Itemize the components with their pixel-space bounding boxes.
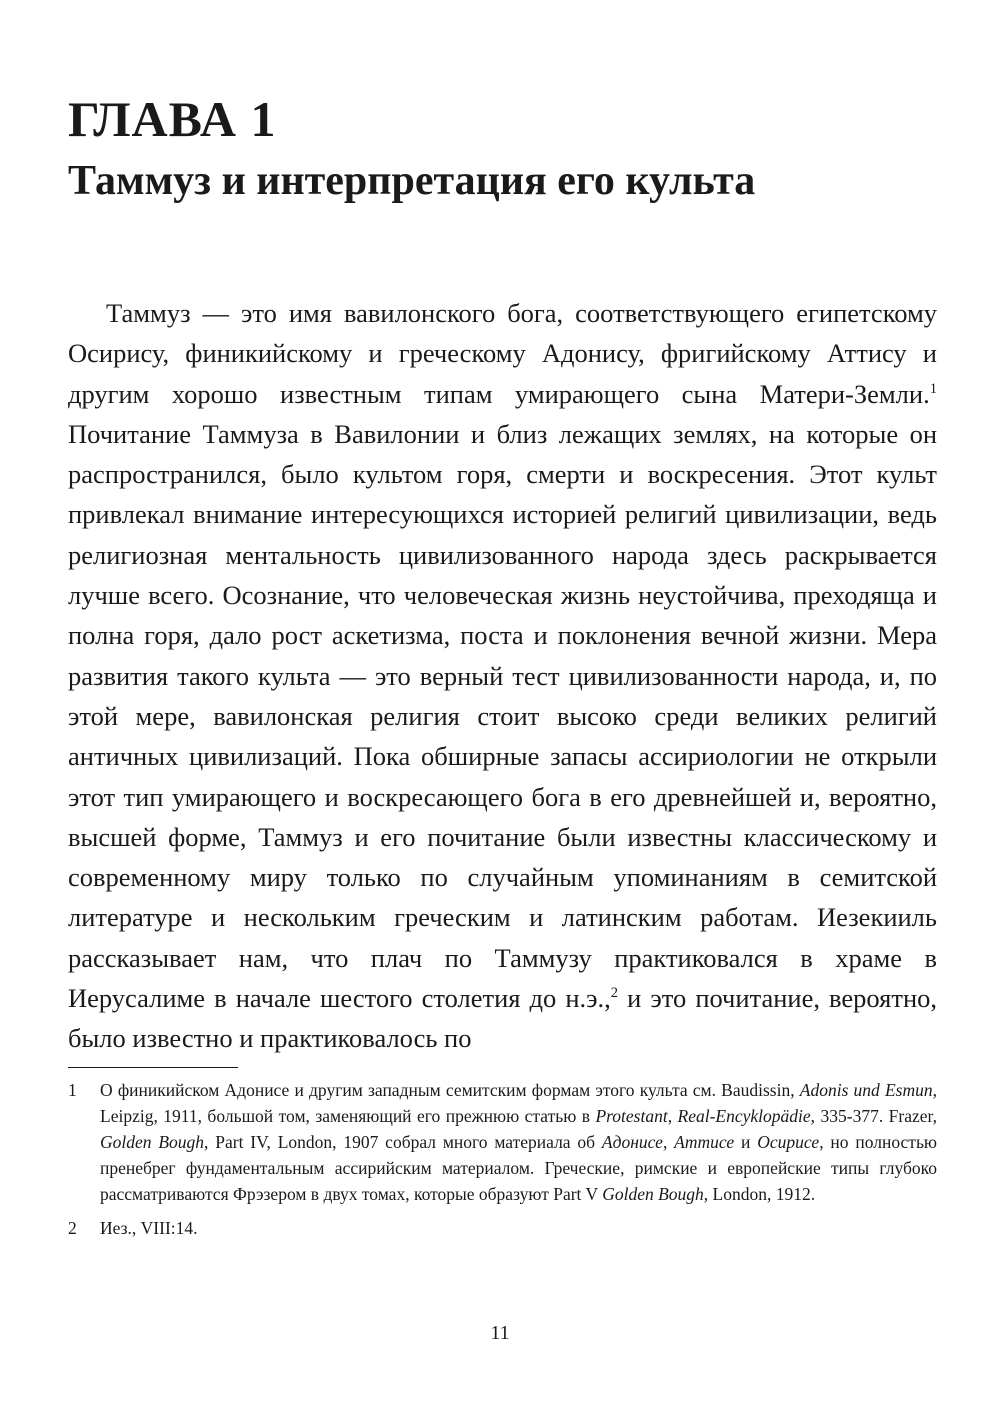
footnote-text: Иез., VIII:14. <box>100 1218 198 1238</box>
footnote-text-segment: , <box>667 1106 678 1126</box>
footnote-text-segment: , <box>662 1132 675 1152</box>
footnote-italic-segment: Protestant <box>595 1106 668 1126</box>
chapter-title: Таммуз и интерпретация его культа <box>68 158 756 204</box>
footnote-italic-segment: Адонисе <box>601 1132 663 1152</box>
chapter-number: ГЛАВА 1 <box>68 91 277 147</box>
footnote-ref-1: 1 <box>929 380 937 397</box>
footnote-italic-segment: Аттисе <box>674 1132 735 1152</box>
footnote-2 <box>68 1215 937 1241</box>
footnote-text-segment: , London, 1912. <box>703 1184 816 1204</box>
footnote-1 <box>68 1077 937 1207</box>
footnote-number: 1 <box>68 1080 77 1100</box>
footnote-text-segment: О финикийском Адонисе и другим западным семитским формам этого культа см. Baudissin, <box>100 1080 800 1100</box>
footnote-divider <box>68 1067 238 1068</box>
body-paragraph <box>68 293 937 1059</box>
footnote-text-segment: , но полностью пренебрег фундаментальным ассирийским материалом. Греческие, римские и европейские типы глубоко рассматриваются Фрэзером в двух томах, которые образуют Part V <box>100 1132 937 1204</box>
footnote-text-segment: , 335-377. Frazer, <box>810 1106 938 1126</box>
footnote-italic-segment: Golden Bough <box>100 1132 205 1152</box>
footnote-text-segment: и <box>734 1132 758 1152</box>
footnote-italic-segment: Adonis und Esmun <box>799 1080 933 1100</box>
body-text-part-1: Таммуз — это имя вавилонского бога, соответствующего египетскому Осирису, финикийскому и греческому Адонису, фригийскому Аттису и другим хорошо известным типам умирающего сына Матери-Земли. <box>68 298 937 409</box>
footnote-italic-segment: Осирисе <box>757 1132 820 1152</box>
body-text-part-2: Почитание Таммуза в Вавилонии и близ лежащих землях, на которые он распространился, было культом горя, смерти и воскресения. Этот культ привлекал внимание интересующихся историей религий цивилизации, ведь религиозная ментальность цивилизованного народа здесь раскрывается лучше всего. Осознание, что человеческая жизнь неустойчива, преходяща и полна горя, дало рост аскетизма, поста и поклонения вечной жизни. Мера развития такого культа — это верный тест цивилизованности народа, и, по этой мере, вавилонская религия стоит высоко среди великих религий античных цивилизаций. Пока обширные запасы ассириологии не открыли этот тип умирающего и воскресающего бога в его древнейшей и, вероятно, высшей форме, Таммуз и его почитание были известны классическому и современному миру только по случайным упоминаниям в семитской литературе и нескольким греческим и латинским работам. Иезекииль рассказывает нам, что плач по Таммузу практиковался в храме в Иерусалиме в начале шестого столетия до н.э., <box>68 418 937 1014</box>
footnote-text <box>100 1077 937 1207</box>
footnotes <box>68 1077 937 1249</box>
footnote-italic-segment: Real-Encyklopädie <box>677 1106 811 1126</box>
footnote-text-segment: , Leipzig, 1911, большой том, заменяющий его прежнюю статью в <box>100 1080 937 1126</box>
footnote-text-segment: , Part IV, London, 1907 собрал много материала об <box>204 1132 602 1152</box>
footnote-number: 2 <box>68 1218 77 1238</box>
body-text-part-3: и это почитание, вероятно, было известно и практиковалось по <box>68 983 938 1054</box>
page-number: 11 <box>490 1322 510 1344</box>
footnote-italic-segment: Golden Bough <box>602 1184 704 1204</box>
footnote-ref-2: 2 <box>610 985 619 1002</box>
